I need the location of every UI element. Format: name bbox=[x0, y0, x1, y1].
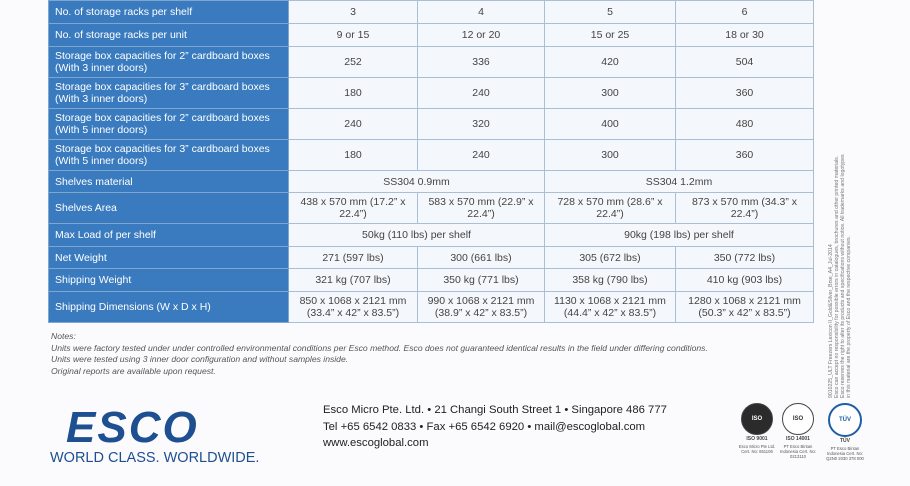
row-label: Storage box capacities for 3” cardboard boxes (With 3 inner doors) bbox=[49, 78, 289, 109]
cert-tuv bbox=[826, 403, 864, 461]
cert-iso-9001 bbox=[738, 403, 776, 454]
table-cell: 438 x 570 mm (17.2” x 22.4”) bbox=[289, 193, 418, 224]
table-row bbox=[49, 269, 814, 292]
table-cell: 410 kg (903 lbs) bbox=[676, 269, 814, 292]
note-line: Original reports are available upon request. bbox=[51, 365, 216, 376]
table-cell: 336 bbox=[418, 47, 545, 78]
row-label: Shipping Weight bbox=[49, 269, 289, 292]
cert-name: ISO 14001 bbox=[786, 436, 810, 442]
table-cell: 728 x 570 mm (28.6” x 22.4”) bbox=[545, 193, 676, 224]
table-cell: 583 x 570 mm (22.9” x 22.4”) bbox=[418, 193, 545, 224]
contact-block bbox=[323, 402, 667, 452]
logo-tagline: WORLD CLASS. WORLDWIDE. bbox=[50, 450, 260, 466]
table-cell: 350 kg (771 lbs) bbox=[418, 269, 545, 292]
table-row bbox=[49, 247, 814, 269]
table-cell: 420 bbox=[545, 47, 676, 78]
table-cell: 240 bbox=[418, 140, 545, 171]
side-disclaimer bbox=[828, 138, 852, 398]
cert-caption: PT Esco Bintan Indonesia Cert. No: 0213110 bbox=[779, 444, 817, 459]
table-cell: 300 bbox=[545, 140, 676, 171]
table-cell: 12 or 20 bbox=[418, 24, 545, 47]
table-cell: 360 bbox=[676, 140, 814, 171]
table-cell: SS304 1.2mm bbox=[545, 171, 814, 193]
note-line: Units were factory tested under under controlled environmental conditions per Esco method. Esco does not guaranteed identical results in the field under differing conditions. bbox=[51, 342, 708, 353]
row-label: No. of storage racks per shelf bbox=[49, 1, 289, 24]
table-cell: 400 bbox=[545, 109, 676, 140]
table-cell: 320 bbox=[418, 109, 545, 140]
table-cell: 1280 x 1068 x 2121 mm (50.3” x 42” x 83.5”) bbox=[676, 292, 814, 323]
table-row bbox=[49, 140, 814, 171]
table-row bbox=[49, 78, 814, 109]
table-row bbox=[49, 224, 814, 247]
iso-badge-icon: ISO bbox=[741, 403, 773, 435]
table-row bbox=[49, 109, 814, 140]
table-cell: 180 bbox=[289, 140, 418, 171]
table-cell: 873 x 570 mm (34.3” x 22.4”) bbox=[676, 193, 814, 224]
table-row bbox=[49, 292, 814, 323]
table-cell: SS304 0.9mm bbox=[289, 171, 545, 193]
notes-heading: Notes: bbox=[51, 331, 76, 341]
table-cell: 240 bbox=[418, 78, 545, 109]
table-cell: 50kg (110 lbs) per shelf bbox=[289, 224, 545, 247]
side-line: 9010225_ULT Freezers Lexicon II_Gold&Silver_Brse_A4_Jul-2014 bbox=[828, 244, 834, 398]
table-cell: 240 bbox=[289, 109, 418, 140]
spec-table bbox=[48, 0, 814, 323]
row-label: No. of storage racks per unit bbox=[49, 24, 289, 47]
row-label: Net Weight bbox=[49, 247, 289, 269]
notes bbox=[51, 331, 708, 377]
table-cell: 5 bbox=[545, 1, 676, 24]
cert-name: TÜV bbox=[840, 438, 850, 444]
note-line: Units were tested using 3 inner door configuration and without samples inside. bbox=[51, 354, 349, 364]
table-cell: 358 kg (790 lbs) bbox=[545, 269, 676, 292]
table-row bbox=[49, 24, 814, 47]
cert-caption: PT Esco Bintan Indonesia Cert. No: Q2N0 2030 378 000 bbox=[826, 446, 864, 461]
table-cell: 3 bbox=[289, 1, 418, 24]
tuv-badge-icon: TÜV bbox=[828, 403, 862, 437]
table-cell: 850 x 1068 x 2121 mm (33.4” x 42” x 83.5”) bbox=[289, 292, 418, 323]
row-label: Storage box capacities for 3” cardboard boxes (With 5 inner doors) bbox=[49, 140, 289, 171]
row-label: Shelves Area bbox=[49, 193, 289, 224]
table-cell: 271 (597 lbs) bbox=[289, 247, 418, 269]
table-row bbox=[49, 193, 814, 224]
table-cell: 1130 x 1068 x 2121 mm (44.4” x 42” x 83.5”) bbox=[545, 292, 676, 323]
row-label: Max Load of per shelf bbox=[49, 224, 289, 247]
cert-caption: Esco Micro Pte Ltd. Cert. No: 651106 bbox=[738, 444, 776, 454]
row-label: Shipping Dimensions (W x D x H) bbox=[49, 292, 289, 323]
table-row bbox=[49, 171, 814, 193]
table-cell: 6 bbox=[676, 1, 814, 24]
table-cell: 300 (661 lbs) bbox=[418, 247, 545, 269]
table-cell: 9 or 15 bbox=[289, 24, 418, 47]
table-row bbox=[49, 1, 814, 24]
contact-website[interactable]: www.escoglobal.com bbox=[323, 437, 429, 449]
iso-badge-icon: ISO bbox=[782, 403, 814, 435]
table-cell: 305 (672 lbs) bbox=[545, 247, 676, 269]
side-line: Esco reserves the right to alter its products and specifications without notice. All trademarks and logotypes bbox=[840, 154, 846, 398]
table-cell: 360 bbox=[676, 78, 814, 109]
table-cell: 18 or 30 bbox=[676, 24, 814, 47]
table-cell: 321 kg (707 lbs) bbox=[289, 269, 418, 292]
table-cell: 15 or 25 bbox=[545, 24, 676, 47]
side-line: Esco can accept no responsibility for possible errors in catalogues, brochures and other printed materials. bbox=[834, 155, 840, 398]
table-cell: 480 bbox=[676, 109, 814, 140]
table-cell: 4 bbox=[418, 1, 545, 24]
row-label: Shelves material bbox=[49, 171, 289, 193]
table-cell: 504 bbox=[676, 47, 814, 78]
table-cell: 990 x 1068 x 2121 mm (38.9” x 42” x 83.5”) bbox=[418, 292, 545, 323]
cert-iso-14001 bbox=[779, 403, 817, 459]
table-cell: 350 (772 lbs) bbox=[676, 247, 814, 269]
cert-name: ISO 9001 bbox=[746, 436, 768, 442]
contact-phone: Tel +65 6542 0833 • Fax +65 6542 6920 • mail@escoglobal.com bbox=[323, 420, 646, 433]
side-line: in this material are the property of Esco and the respective companies. bbox=[846, 235, 852, 398]
table-cell: 180 bbox=[289, 78, 418, 109]
table-cell: 90kg (198 lbs) per shelf bbox=[545, 224, 814, 247]
row-label: Storage box capacities for 2” cardboard boxes (With 5 inner doors) bbox=[49, 109, 289, 140]
logo-wordmark: ESCO bbox=[66, 403, 199, 452]
table-cell: 252 bbox=[289, 47, 418, 78]
table-row bbox=[49, 47, 814, 78]
row-label: Storage box capacities for 2” cardboard boxes (With 3 inner doors) bbox=[49, 47, 289, 78]
table-cell: 300 bbox=[545, 78, 676, 109]
esco-logo bbox=[50, 398, 300, 468]
contact-address: Esco Micro Pte. Ltd. • 21 Changi South Street 1 • Singapore 486 777 bbox=[323, 404, 667, 416]
